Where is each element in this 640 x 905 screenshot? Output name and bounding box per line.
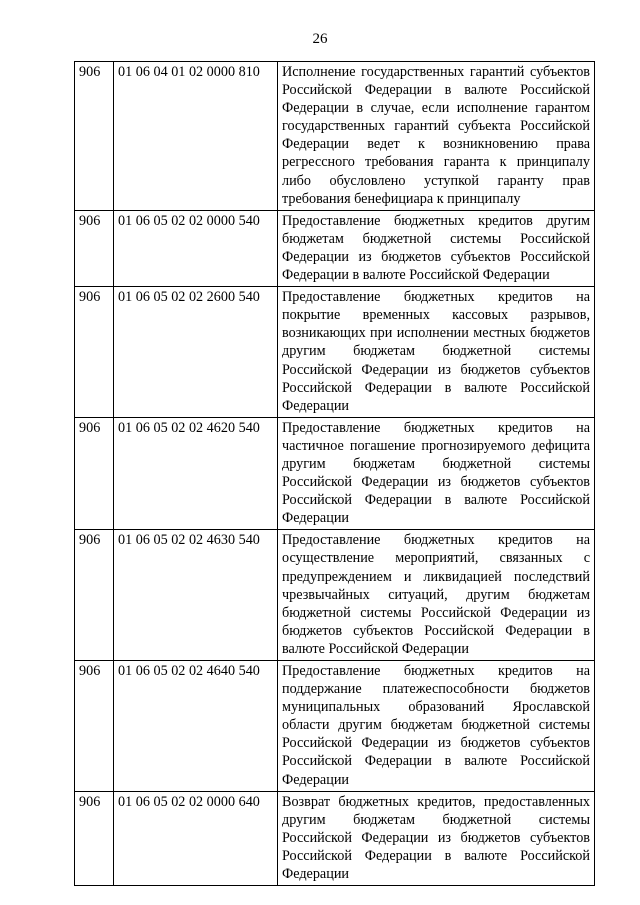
classification-code-cell: 01 06 05 02 02 2600 540 — [114, 287, 278, 418]
classification-code-cell: 01 06 05 02 02 4640 540 — [114, 661, 278, 792]
classification-code-cell: 01 06 05 02 02 4620 540 — [114, 417, 278, 530]
description-cell: Предоставление бюджетных кредитов на покрытие временных кассовых разрывов, возникающих при исполнении местных бюджетов другим бюджетам бюджетной системы Российской Федерации из бюджетов субъектов Российской Федерации в валюте Российской Федерации — [278, 287, 595, 418]
classification-code-cell: 01 06 05 02 02 4630 540 — [114, 530, 278, 661]
admin-code-cell: 906 — [75, 210, 114, 286]
admin-code-cell: 906 — [75, 661, 114, 792]
table-row — [75, 417, 595, 530]
description-cell: Предоставление бюджетных кредитов на осуществление мероприятий, связанных с предупреждением и ликвидацией последствий чрезвычайных ситуаций, другим бюджетам бюджетной системы Российской Федерации из бюджетов субъектов Российской Федерации в валюте Российской Федерации — [278, 530, 595, 661]
table-row — [75, 287, 595, 418]
classification-code-cell: 01 06 05 02 02 0000 640 — [114, 791, 278, 885]
admin-code-cell: 906 — [75, 417, 114, 530]
classification-code-cell: 01 06 04 01 02 0000 810 — [114, 62, 278, 211]
admin-code-cell: 906 — [75, 287, 114, 418]
description-cell: Возврат бюджетных кредитов, предоставленных другим бюджетам бюджетной системы Российской Федерации из бюджетов субъектов Российской Федерации в валюте Российской Федерации — [278, 791, 595, 885]
budget-classification-table — [74, 61, 595, 886]
description-cell: Предоставление бюджетных кредитов другим бюджетам бюджетной системы Российской Федерации из бюджетов субъектов Российской Федерации в валюте Российской Федерации — [278, 210, 595, 286]
description-cell: Исполнение государственных гарантий субъектов Российской Федерации в валюте Российской Федерации в случае, если исполнение гарантом государственных гарантий субъекта Российской Федерации ведет к возникновению права регрессного требования гаранта к принципалу либо обусловлено уступкой гаранту прав требования бенефициара к принципалу — [278, 62, 595, 211]
table-row — [75, 62, 595, 211]
admin-code-cell: 906 — [75, 530, 114, 661]
table-row — [75, 210, 595, 286]
table-row — [75, 791, 595, 885]
table-row — [75, 530, 595, 661]
description-cell: Предоставление бюджетных кредитов на частичное погашение прогнозируемого дефицита другим бюджетам бюджетной системы Российской Федерации из бюджетов субъектов Российской Федерации в валюте Российской Федерации — [278, 417, 595, 530]
admin-code-cell: 906 — [75, 62, 114, 211]
admin-code-cell: 906 — [75, 791, 114, 885]
table-row — [75, 661, 595, 792]
page-number: 26 — [312, 31, 328, 47]
description-cell: Предоставление бюджетных кредитов на поддержание платежеспособности бюджетов муниципальных образований Ярославской области другим бюджетам бюджетной системы Российской Федерации из бюджетов субъектов Российской Федерации в валюте Российской Федерации — [278, 661, 595, 792]
classification-code-cell: 01 06 05 02 02 0000 540 — [114, 210, 278, 286]
